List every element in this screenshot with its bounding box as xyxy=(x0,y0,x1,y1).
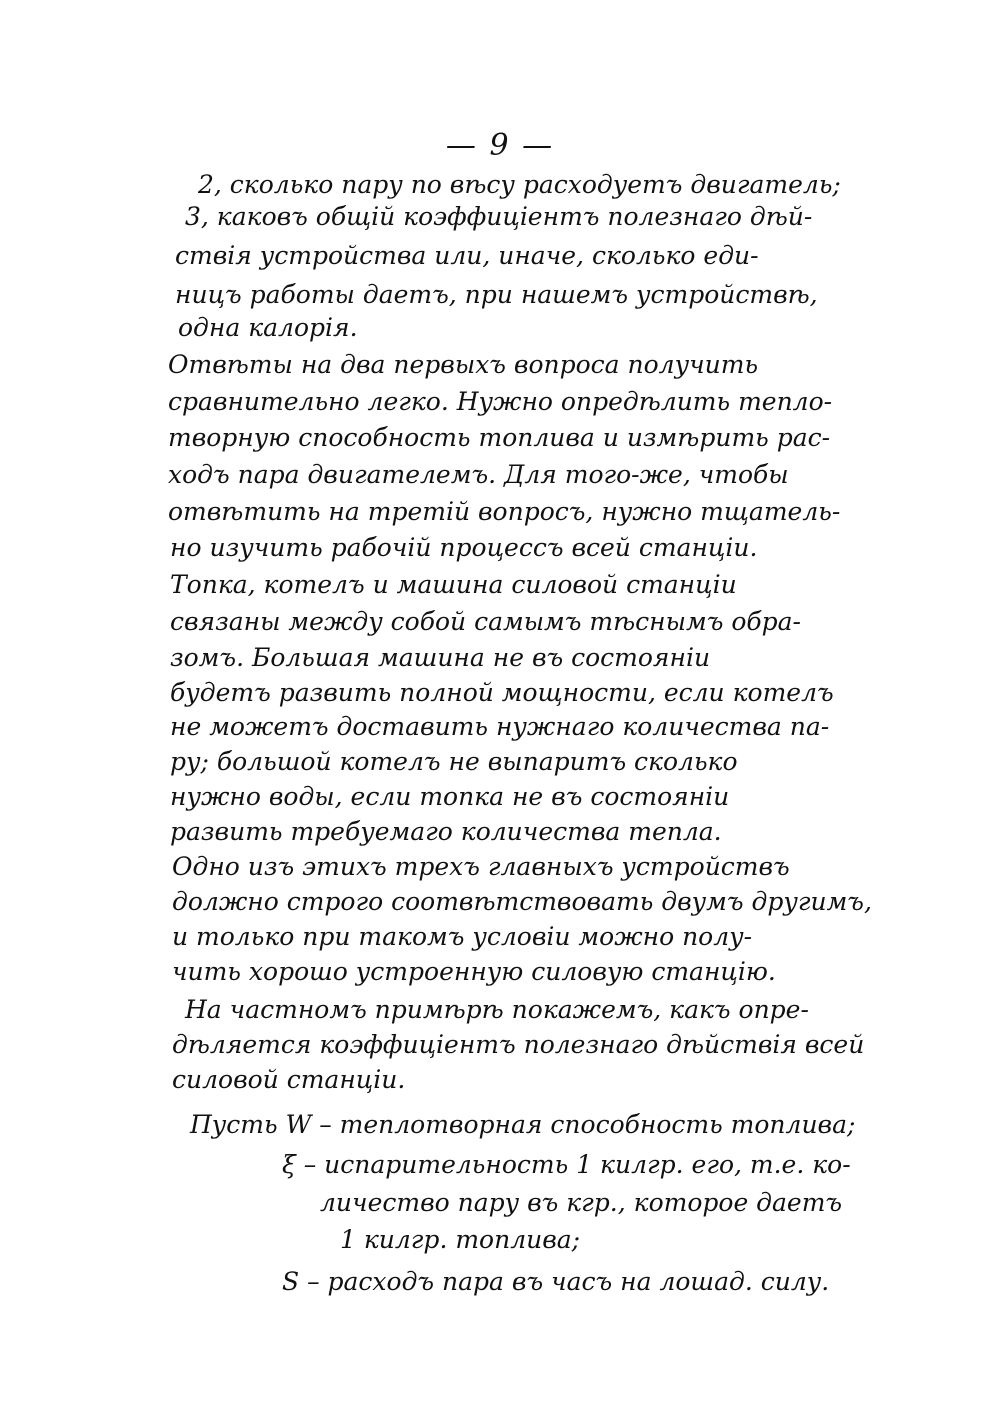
text-line: зомъ. Большая машина не въ состояніи xyxy=(170,643,711,672)
text-line: S – расходъ пара въ часъ на лошад. силу. xyxy=(282,1267,830,1296)
text-line: одна калорія. xyxy=(178,313,358,342)
text-line: сравнительно легко. Нужно опредѣлить тепло- xyxy=(168,387,833,416)
text-line: будетъ развить полной мощности, если котелъ xyxy=(170,678,834,707)
text-line: но изучить рабочій процессъ всей станціи. xyxy=(170,533,758,562)
text-line: творную способность топлива и измѣрить рас- xyxy=(168,423,831,452)
text-line: Пусть W – теплотворная способность топлива; xyxy=(190,1110,856,1139)
text-line: не можетъ доставить нужнаго количества па- xyxy=(170,712,830,741)
text-line: должно строго соотвѣтствовать двумъ другимъ, xyxy=(172,887,872,916)
text-line: связаны между собой самымъ тѣснымъ обра- xyxy=(170,607,801,636)
text-line: 2, сколько пару по вѣсу расходуетъ двигатель; xyxy=(198,170,841,199)
text-line: На частномъ примѣрѣ покажемъ, какъ опре- xyxy=(185,995,809,1024)
page-number: — 9 — xyxy=(445,128,555,163)
text-line: нужно воды, если топка не въ состояніи xyxy=(170,782,730,811)
text-line: дѣляется коэффиціентъ полезнаго дѣйствія всей xyxy=(172,1030,865,1059)
text-line: и только при такомъ условіи можно полу- xyxy=(172,922,753,951)
text-line: Топка, котелъ и машина силовой станціи xyxy=(170,570,737,599)
text-line: 1 килгр. топлива; xyxy=(340,1225,581,1254)
text-line: чить хорошо устроенную силовую станцію. xyxy=(172,957,776,986)
text-line: Отвѣты на два первыхъ вопроса получить xyxy=(168,350,759,379)
text-line: ствія устройства или, иначе, сколько еди- xyxy=(175,241,759,270)
text-line: ницъ работы даетъ, при нашемъ устройствѣ, xyxy=(175,280,818,309)
text-line: развить требуемаго количества тепла. xyxy=(170,817,722,846)
text-line: ходъ пара двигателемъ. Для того-же, чтобы xyxy=(168,460,789,489)
text-line: личество пару въ кгр., которое даетъ xyxy=(320,1188,843,1217)
text-line: 3, каковъ общій коэффиціентъ полезнаго дѣй- xyxy=(185,202,813,231)
text-line: ру; большой котелъ не выпаритъ сколько xyxy=(170,747,738,776)
text-line: отвѣтить на третій вопросъ, нужно тщатель- xyxy=(168,497,841,526)
text-line: Одно изъ этихъ трехъ главныхъ устройствъ xyxy=(172,852,790,881)
text-line: силовой станціи. xyxy=(172,1065,406,1094)
text-line: ξ – испарительность 1 килгр. его, т.е. ко- xyxy=(282,1150,851,1179)
